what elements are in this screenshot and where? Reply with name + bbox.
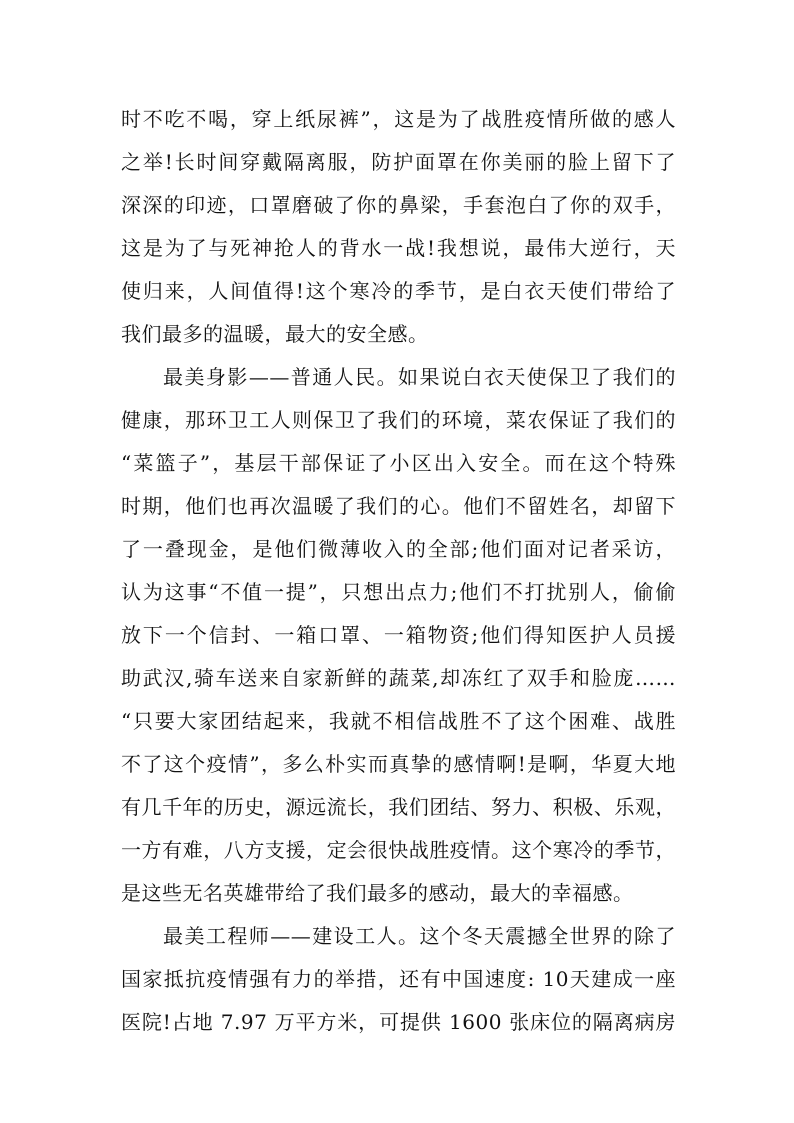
document-body (121, 98, 676, 1044)
text-line: 认为这事“不值一提”，只想出点力;他们不打扰别人，偷偷 (121, 580, 676, 604)
text-line: 时期，他们也再次温暖了我们的心。他们不留姓名，却留下 (121, 494, 676, 518)
text-line: “只要大家团结起来，我就不相信战胜不了这个困难、战胜 (121, 709, 676, 733)
text-line: 助武汉,骑车送来自家新鲜的蔬菜,却冻红了双手和脸庞…… (121, 666, 676, 690)
text-line: 国家抵抗疫情强有力的举措，还有中国速度: 10天建成一座 (121, 967, 676, 991)
text-line: 我们最多的温暖，最大的安全感。 (121, 322, 429, 346)
text-line: 不了这个疫情”，多么朴实而真挚的感情啊!是啊，华夏大地 (121, 752, 676, 776)
text-line: “菜篮子”，基层干部保证了小区出入安全。而在这个特殊 (121, 451, 676, 475)
text-line: 放下一个信封、一箱口罩、一箱物资;他们得知医护人员援 (121, 623, 676, 647)
text-line: 之举!长时间穿戴隔离服，防护面罩在你美丽的脸上留下了 (121, 150, 676, 174)
text-line: 健康，那环卫工人则保卫了我们的环境，菜农保证了我们的 (121, 408, 676, 432)
text-line: 使归来，人间值得!这个寒冷的季节，是白衣天使们带给了 (121, 279, 676, 303)
text-line: 深深的印迹，口罩磨破了你的鼻梁，手套泡白了你的双手， (121, 193, 676, 217)
text-line: 了一叠现金，是他们微薄收入的全部;他们面对记者采访， (121, 537, 676, 561)
text-line: 有几千年的历史，源远流长，我们团结、努力、积极、乐观， (121, 795, 676, 819)
paragraph-start-line: 最美身影——普通人民。如果说白衣天使保卫了我们的 (163, 365, 676, 389)
text-line: 这是为了与死神抢人的背水一战!我想说，最伟大逆行，天 (121, 236, 676, 260)
text-line: 一方有难，八方支援，定会很快战胜疫情。这个寒冷的季节， (121, 838, 676, 862)
paragraph-start-line: 最美工程师——建设工人。这个冬天震撼全世界的除了 (163, 924, 676, 948)
text-line: 时不吃不喝，穿上纸尿裤”，这是为了战胜疫情所做的感人 (121, 107, 676, 131)
text-line: 是这些无名英雄带给了我们最多的感动，最大的幸福感。 (121, 881, 634, 905)
text-line: 医院!占地 7.97 万平方米，可提供 1600 张床位的隔离病房 (121, 1010, 676, 1034)
